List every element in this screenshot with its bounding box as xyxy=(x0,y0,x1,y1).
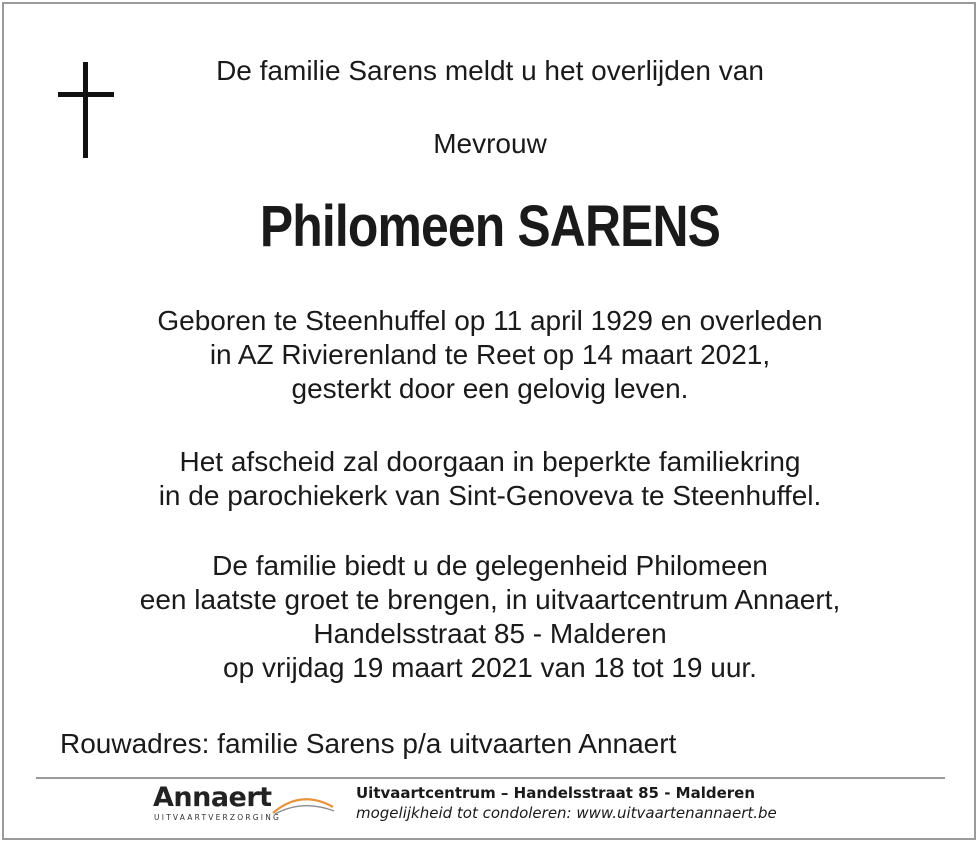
birth-death-paragraph xyxy=(0,304,980,406)
logo-arc-icon xyxy=(271,793,335,815)
visitation-line: De familie biedt u de gelegenheid Philomeen xyxy=(212,550,768,581)
birth-death-line: in AZ Rivierenland te Reet op 14 maart 2021, xyxy=(209,339,771,370)
farewell-line: in de parochiekerk van Sint-Genoveva te Steenhuffel. xyxy=(158,480,822,511)
footer-address: Uitvaartcentrum – Handelsstraat 85 - Malderen xyxy=(356,784,756,802)
logo-name: Annaert xyxy=(153,782,272,813)
title-prefix: Mevrouw xyxy=(433,128,547,159)
logo-subtitle: UITVAARTVERZORGING xyxy=(154,813,282,822)
birth-death-line: Geboren te Steenhuffel op 11 april 1929 en overleden xyxy=(157,305,823,336)
visitation-paragraph xyxy=(0,549,980,685)
intro-text: De familie Sarens meldt u het overlijden van xyxy=(216,55,764,86)
annaert-logo xyxy=(153,783,335,829)
birth-death-line: gesterkt door een gelovig leven. xyxy=(291,373,689,404)
visitation-line: op vrijdag 19 maart 2021 van 18 tot 19 uur. xyxy=(223,652,757,683)
footer-info xyxy=(356,783,777,823)
mourning-address: Rouwadres: familie Sarens p/a uitvaarten Annaert xyxy=(60,728,677,759)
logo-arc-gray xyxy=(275,806,334,814)
deceased-name: Philomeen SARENS xyxy=(259,194,721,259)
footer-condolence-link[interactable]: mogelijkheid tot condoleren: www.uitvaartenannaert.be xyxy=(356,804,777,822)
visitation-line: Handelsstraat 85 - Malderen xyxy=(313,618,667,649)
farewell-paragraph xyxy=(0,445,980,513)
footer-divider xyxy=(36,777,945,779)
farewell-line: Het afscheid zal doorgaan in beperkte familiekring xyxy=(179,446,801,477)
visitation-line: een laatste groet te brengen, in uitvaartcentrum Annaert, xyxy=(139,584,841,615)
